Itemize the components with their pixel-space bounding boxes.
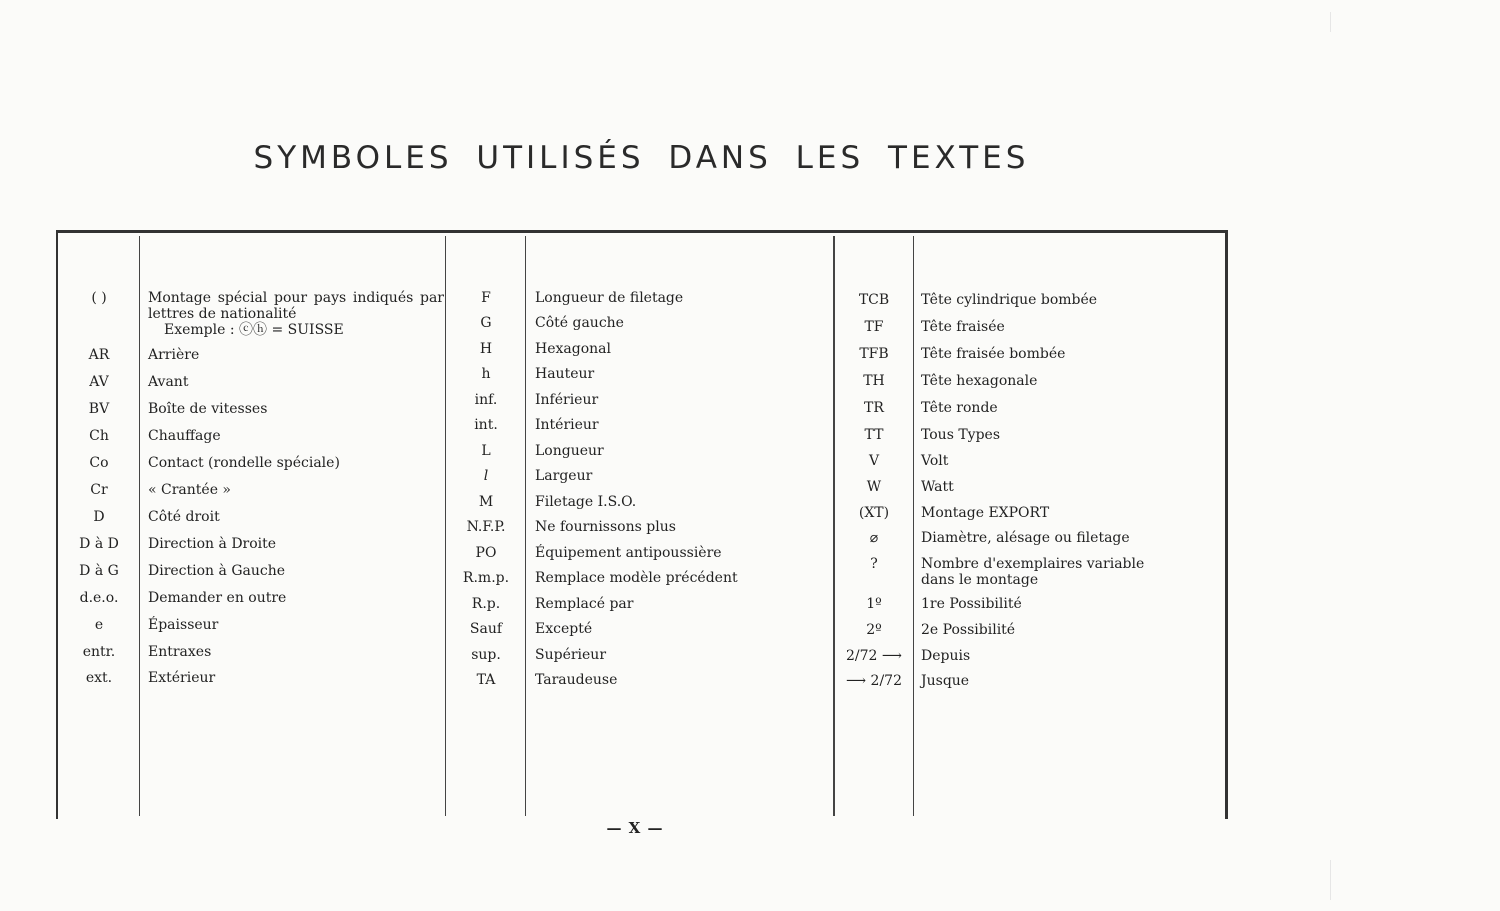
symbol-abbreviation: TH xyxy=(863,373,885,389)
symbol-meaning xyxy=(535,545,825,561)
symbol-meaning xyxy=(535,468,825,484)
symbol-abbreviation: Cr xyxy=(90,482,108,498)
symbol-meaning-text: Épaisseur xyxy=(148,617,219,633)
column-divider xyxy=(833,236,835,816)
symbol-meaning xyxy=(921,556,1181,588)
symbol-meaning-text: Longueur de filetage xyxy=(535,290,684,306)
symbol-meaning xyxy=(535,621,825,637)
symbol-meaning xyxy=(148,482,448,498)
symbol-meaning xyxy=(148,536,448,552)
symbol-abbreviation: ⌀ xyxy=(869,530,879,546)
symbol-meaning xyxy=(148,290,444,338)
symbol-meaning xyxy=(148,644,448,660)
symbol-meaning xyxy=(535,519,825,535)
symbol-meaning-text: Tête ronde xyxy=(921,400,998,416)
symbol-meaning xyxy=(921,427,1181,443)
symbol-abbreviation: sup. xyxy=(471,647,501,663)
symbol-meaning xyxy=(535,290,825,306)
symbol-meaning xyxy=(921,505,1181,521)
symbol-meaning-text: Montage EXPORT xyxy=(921,505,1050,521)
symbol-meaning xyxy=(921,648,1181,664)
symbol-meaning xyxy=(921,453,1181,469)
symbol-abbreviation: R.p. xyxy=(471,596,501,612)
symbol-abbreviation: H xyxy=(479,341,493,357)
symbol-meaning-text: Hexagonal xyxy=(535,341,611,357)
symbol-abbreviation: W xyxy=(866,479,882,495)
symbol-meaning-text: Ne fournissons plus xyxy=(535,519,676,535)
symbol-meaning-text: Inférieur xyxy=(535,392,599,408)
symbol-abbreviation: PO xyxy=(475,545,497,561)
symbol-meaning-text: 2e Possibilité xyxy=(921,622,1016,638)
symbol-abbreviation: d.e.o. xyxy=(79,590,119,606)
symbol-meaning-text: Chauffage xyxy=(148,428,221,444)
symbol-meaning xyxy=(921,292,1181,308)
symbol-meaning xyxy=(535,494,825,510)
symbol-abbreviation: M xyxy=(478,494,494,510)
symbol-meaning xyxy=(921,319,1181,335)
symbol-meaning-text: Tête fraisée bombée xyxy=(921,346,1066,362)
symbol-meaning-text: Watt xyxy=(921,479,954,495)
symbol-abbreviation: TFB xyxy=(859,346,889,362)
symbol-meaning xyxy=(921,596,1181,612)
symbol-meaning-text: Nombre d'exemplaires variable dans le montage xyxy=(921,556,1145,588)
symbol-meaning-text: Direction à Gauche xyxy=(148,563,286,579)
symbol-abbreviation: Sauf xyxy=(469,621,503,637)
symbol-meaning-text: Longueur xyxy=(535,443,604,459)
symbol-abbreviation: TA xyxy=(476,672,496,688)
symbol-meaning xyxy=(535,647,825,663)
symbol-meaning-text: Équipement antipoussière xyxy=(535,545,722,561)
column-divider xyxy=(525,236,526,816)
symbol-meaning xyxy=(921,346,1181,362)
symbol-abbreviation: ( ) xyxy=(91,290,107,306)
symbol-meaning-text: Largeur xyxy=(535,468,593,484)
symbol-meaning-text: Excepté xyxy=(535,621,593,637)
symbol-meaning-text: Montage spécial pour pays indiqués par lettres de nationalité xyxy=(148,290,444,322)
symbol-meaning-text: Tête hexagonale xyxy=(921,373,1038,389)
symbol-meaning xyxy=(921,400,1181,416)
symbol-abbreviation: h xyxy=(481,366,491,382)
symbol-abbreviation: L xyxy=(481,443,491,459)
symbol-meaning-text: Hauteur xyxy=(535,366,595,382)
symbol-meaning xyxy=(535,417,825,433)
symbol-meaning xyxy=(148,670,448,686)
symbol-abbreviation: D xyxy=(93,509,105,525)
symbol-abbreviation: D à D xyxy=(79,536,119,552)
column-divider xyxy=(913,236,914,816)
symbol-meaning-text: Tête cylindrique bombée xyxy=(921,292,1098,308)
symbol-abbreviation: TR xyxy=(864,400,884,416)
symbol-meaning xyxy=(535,672,825,688)
symbol-abbreviation: e xyxy=(94,617,104,633)
symbol-abbreviation: int. xyxy=(474,417,498,433)
symbol-meaning-text: Tête fraisée xyxy=(921,319,1005,335)
symbol-abbreviation: D à G xyxy=(79,563,119,579)
symbol-meaning-text: Filetage I.S.O. xyxy=(535,494,637,510)
symbol-abbreviation: R.m.p. xyxy=(462,570,510,586)
symbol-meaning-text: Intérieur xyxy=(535,417,599,433)
symbol-meaning-text: Supérieur xyxy=(535,647,607,663)
symbol-abbreviation: AR xyxy=(88,347,110,363)
symbol-meaning xyxy=(148,428,448,444)
symbol-meaning xyxy=(535,392,825,408)
symbol-meaning-text: Extérieur xyxy=(148,670,216,686)
symbol-meaning-text: Remplace modèle précédent xyxy=(535,570,738,586)
symbol-abbreviation: TT xyxy=(864,427,884,443)
symbol-abbreviation: BV xyxy=(88,401,110,417)
page-edge-mark xyxy=(1330,12,1331,32)
symbol-meaning-text: Direction à Droite xyxy=(148,536,277,552)
symbol-meaning xyxy=(148,455,448,471)
symbol-abbreviation: TCB xyxy=(858,292,890,308)
symbol-meaning-text: Depuis xyxy=(921,648,971,664)
symbol-abbreviation: AV xyxy=(89,374,109,390)
symbol-meaning-text: Entraxes xyxy=(148,644,212,660)
symbol-meaning xyxy=(921,373,1181,389)
page-number: — X — xyxy=(606,819,664,837)
symbol-meaning xyxy=(535,443,825,459)
symbol-meaning xyxy=(535,570,825,586)
symbol-abbreviation: Ch xyxy=(89,428,109,444)
symbol-abbreviation: (XT) xyxy=(858,505,890,521)
symbol-meaning-text: Tous Types xyxy=(921,427,1001,443)
symbol-abbreviation: Co xyxy=(89,455,109,471)
symbol-abbreviation: G xyxy=(480,315,492,331)
symbol-meaning xyxy=(535,315,825,331)
symbol-meaning xyxy=(148,590,448,606)
symbol-meaning-text: Boîte de vitesses xyxy=(148,401,268,417)
symbol-meaning xyxy=(148,563,448,579)
symbol-meaning xyxy=(148,347,448,363)
page-edge-mark xyxy=(1330,860,1331,900)
column-divider xyxy=(139,236,140,816)
symbol-meaning-text: Côté droit xyxy=(148,509,220,525)
symbol-abbreviation: N.F.P. xyxy=(466,519,506,535)
symbol-meaning-text: Demander en outre xyxy=(148,590,287,606)
symbol-meaning xyxy=(148,509,448,525)
column-divider xyxy=(445,236,446,816)
symbol-meaning-text: Remplacé par xyxy=(535,596,634,612)
symbol-abbreviation: entr. xyxy=(82,644,116,660)
symbol-abbreviation: 2/72 ⟶ xyxy=(846,648,902,664)
symbol-meaning-text: Jusque xyxy=(921,673,970,689)
symbol-abbreviation: F xyxy=(481,290,491,306)
symbol-meaning xyxy=(148,374,448,390)
symbol-meaning-text: « Crantée » xyxy=(148,482,231,498)
symbol-meaning xyxy=(921,622,1181,638)
symbol-meaning-text: Arrière xyxy=(148,347,200,363)
symbol-meaning-text: Diamètre, alésage ou filetage xyxy=(921,530,1130,546)
symbol-meaning-text: Taraudeuse xyxy=(535,672,618,688)
symbol-meaning xyxy=(535,366,825,382)
symbol-abbreviation: 2º xyxy=(866,622,882,638)
symbol-abbreviation: l xyxy=(483,468,489,484)
symbol-meaning xyxy=(535,341,825,357)
symbol-abbreviation: ext. xyxy=(85,670,113,686)
symbol-abbreviation: V xyxy=(868,453,880,469)
symbol-meaning xyxy=(921,673,1181,689)
symbol-meaning xyxy=(148,617,448,633)
symbol-meaning-text: Côté gauche xyxy=(535,315,624,331)
symbol-abbreviation: ⟶ 2/72 xyxy=(846,673,902,689)
symbol-abbreviation: inf. xyxy=(474,392,498,408)
symbol-meaning-text: 1re Possibilité xyxy=(921,596,1022,612)
symbol-abbreviation: TF xyxy=(864,319,884,335)
symbol-meaning xyxy=(148,401,448,417)
symbol-meaning xyxy=(921,479,1181,495)
symbol-meaning-text: Contact (rondelle spéciale) xyxy=(148,455,340,471)
example-text: Exemple : ⓒⓗ = SUISSE xyxy=(164,322,344,338)
page-title: SYMBOLES UTILISÉS DANS LES TEXTES xyxy=(253,140,1030,176)
symbol-abbreviation: ? xyxy=(870,556,878,572)
symbol-meaning xyxy=(921,530,1181,546)
symbol-meaning xyxy=(535,596,825,612)
symbol-abbreviation: 1º xyxy=(866,596,882,612)
symbol-meaning-text: Volt xyxy=(921,453,949,469)
symbol-meaning-text: Avant xyxy=(148,374,189,390)
